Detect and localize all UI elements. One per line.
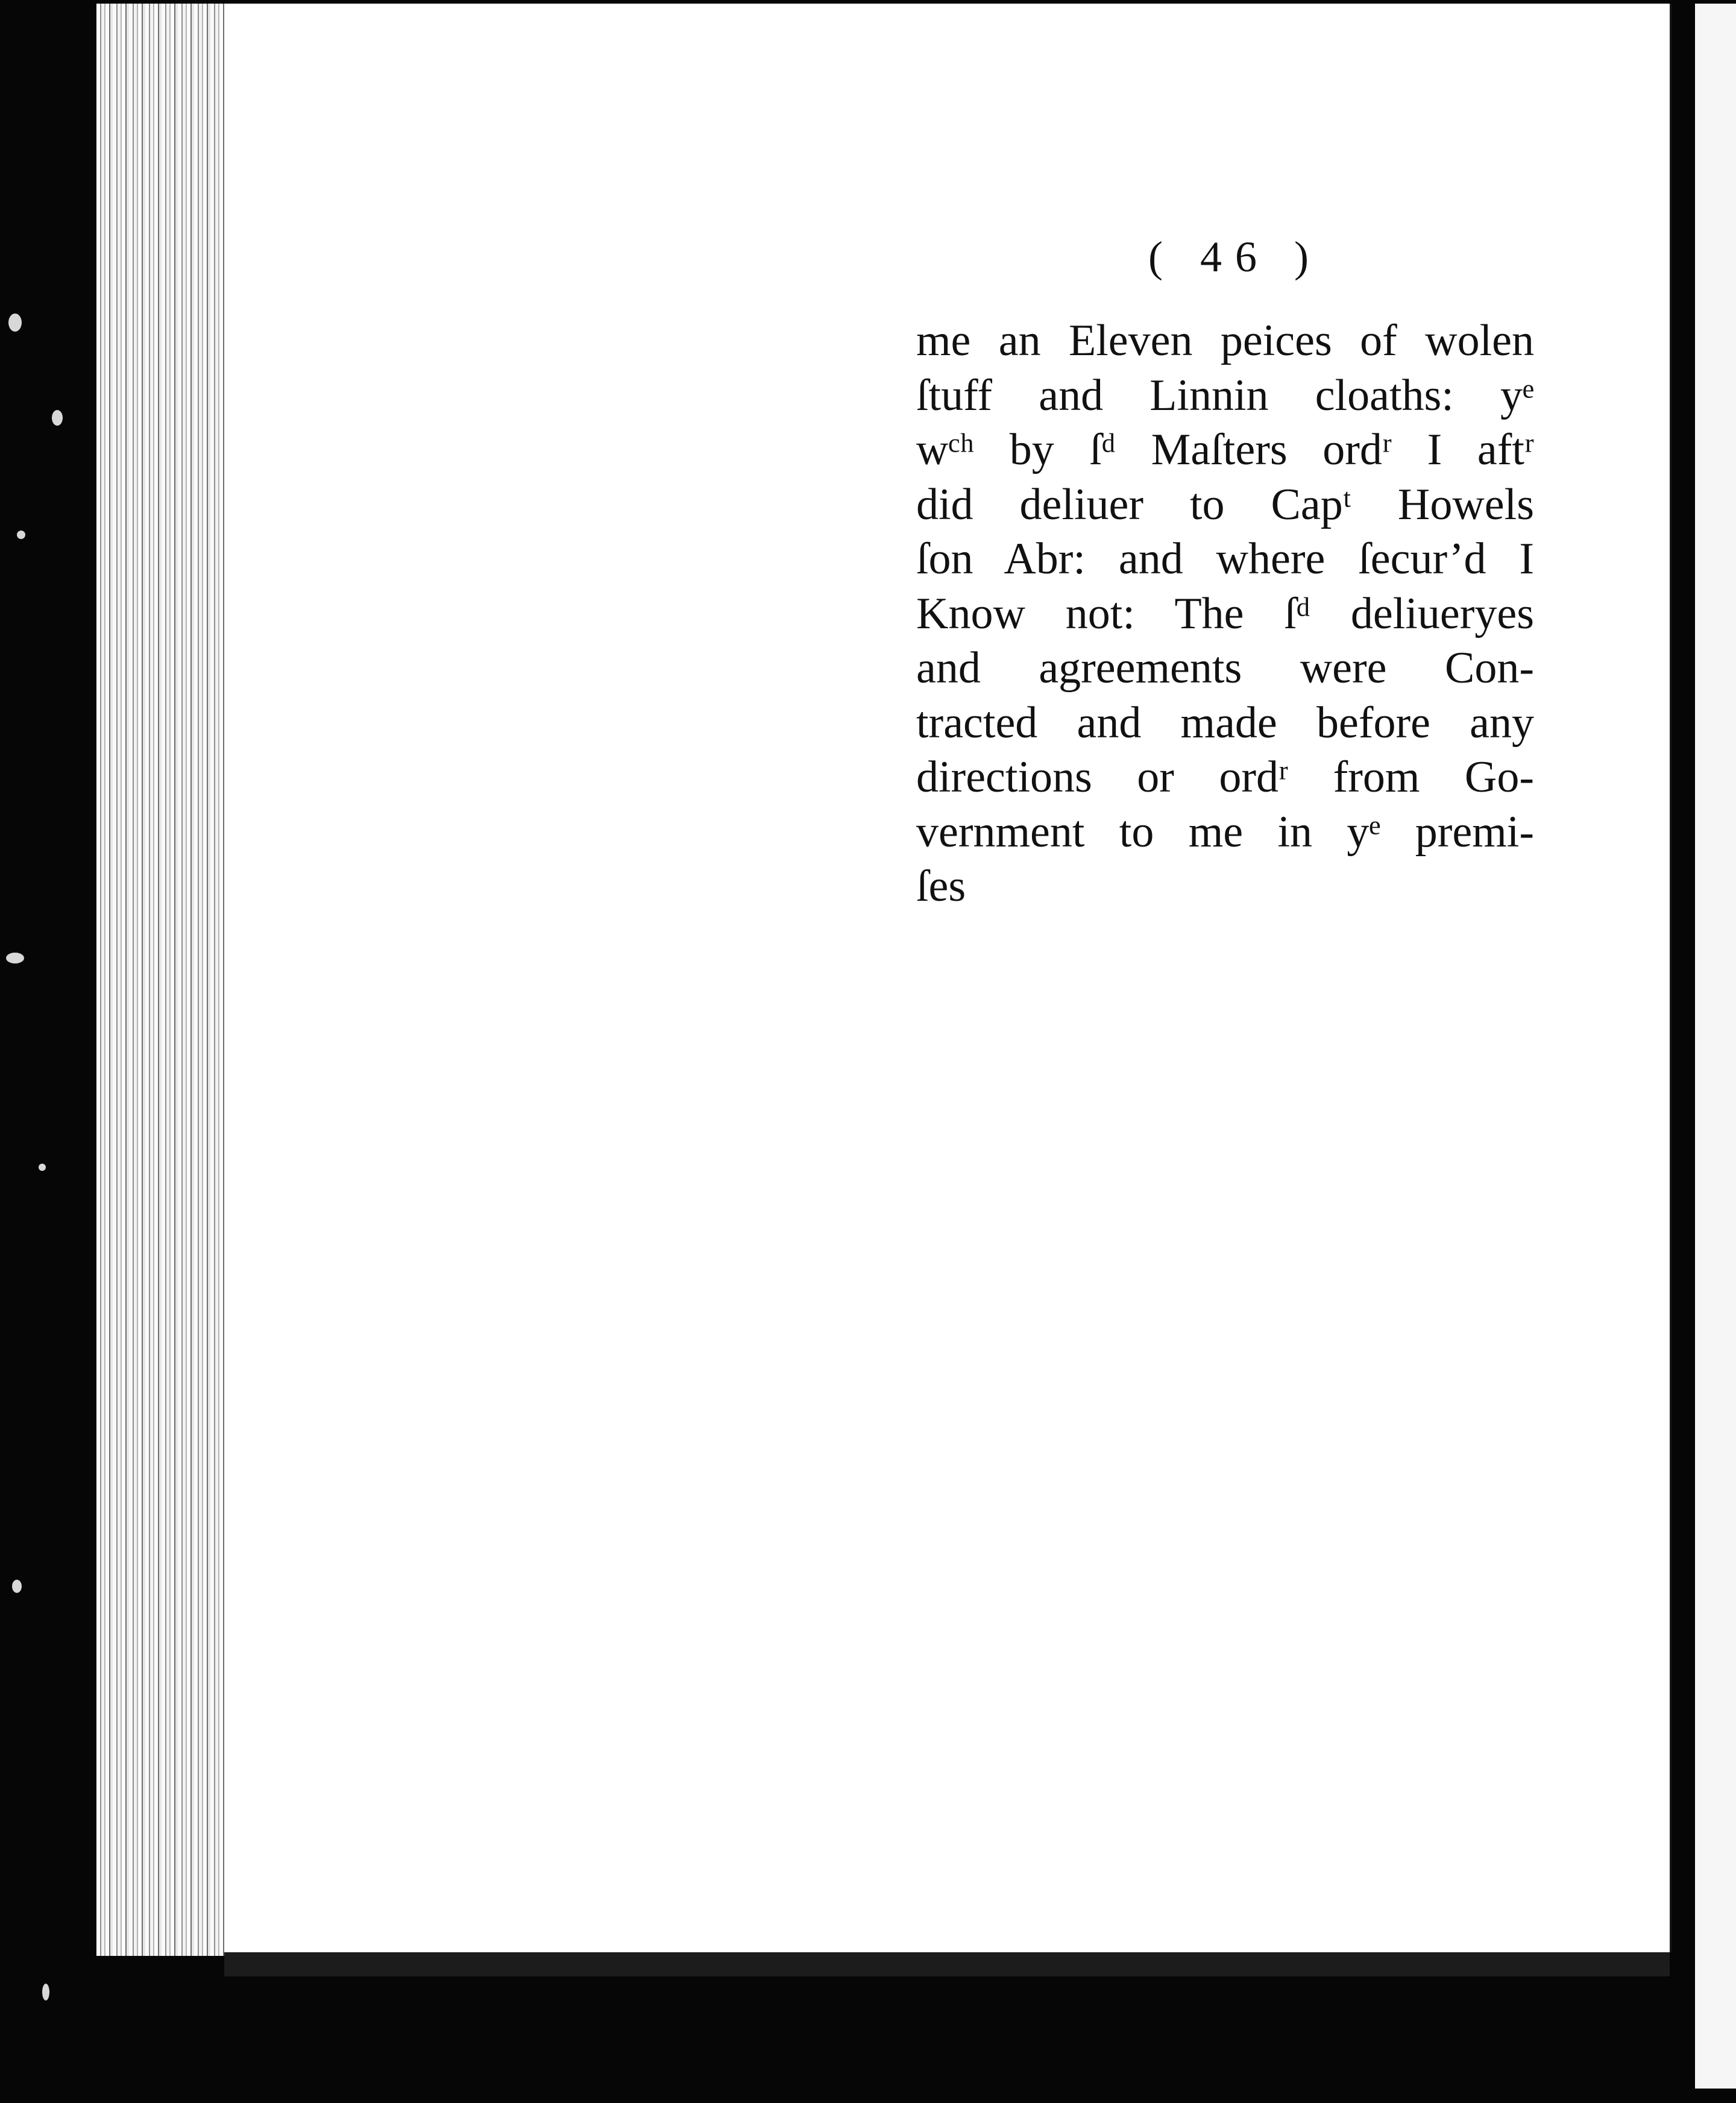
- text-line: ſes: [916, 862, 966, 911]
- text-line: ſon Abr: and where ſecur’d I: [916, 534, 1534, 584]
- body-text: [916, 314, 1534, 914]
- facing-page-edge: [1695, 4, 1736, 2089]
- text-line: vernment to me in yᵉ premi-: [916, 807, 1534, 857]
- text-line: tracted and made before any: [916, 698, 1534, 748]
- scan-speck: [6, 953, 24, 963]
- scan-speck: [39, 1164, 46, 1171]
- page-bottom-shadow: [224, 1952, 1670, 1976]
- text-line: did deliuer to Capᵗ Howels: [916, 479, 1534, 529]
- scan-speck: [8, 314, 22, 332]
- scan-speck: [42, 1984, 49, 2001]
- text-line: and agreements were Con-: [916, 643, 1534, 693]
- scan-speck: [17, 531, 25, 539]
- text-line: me an Eleven peices of wolen: [916, 316, 1534, 365]
- scan-speck: [12, 1580, 22, 1593]
- scan-speck: [52, 410, 63, 426]
- text-line: Know not: The ſᵈ deliueryes: [916, 588, 1534, 638]
- text-line: directions or ordʳ from Go-: [916, 752, 1534, 802]
- text-line: wᶜʰ by ſᵈ Maſters ordʳ I aftʳ: [916, 425, 1534, 475]
- page-number: ( 46 ): [1148, 233, 1322, 281]
- text-line: ſtuff and Linnin cloaths: yᵉ: [916, 370, 1534, 420]
- book-page: [224, 4, 1672, 1952]
- page-edges: [96, 4, 226, 1956]
